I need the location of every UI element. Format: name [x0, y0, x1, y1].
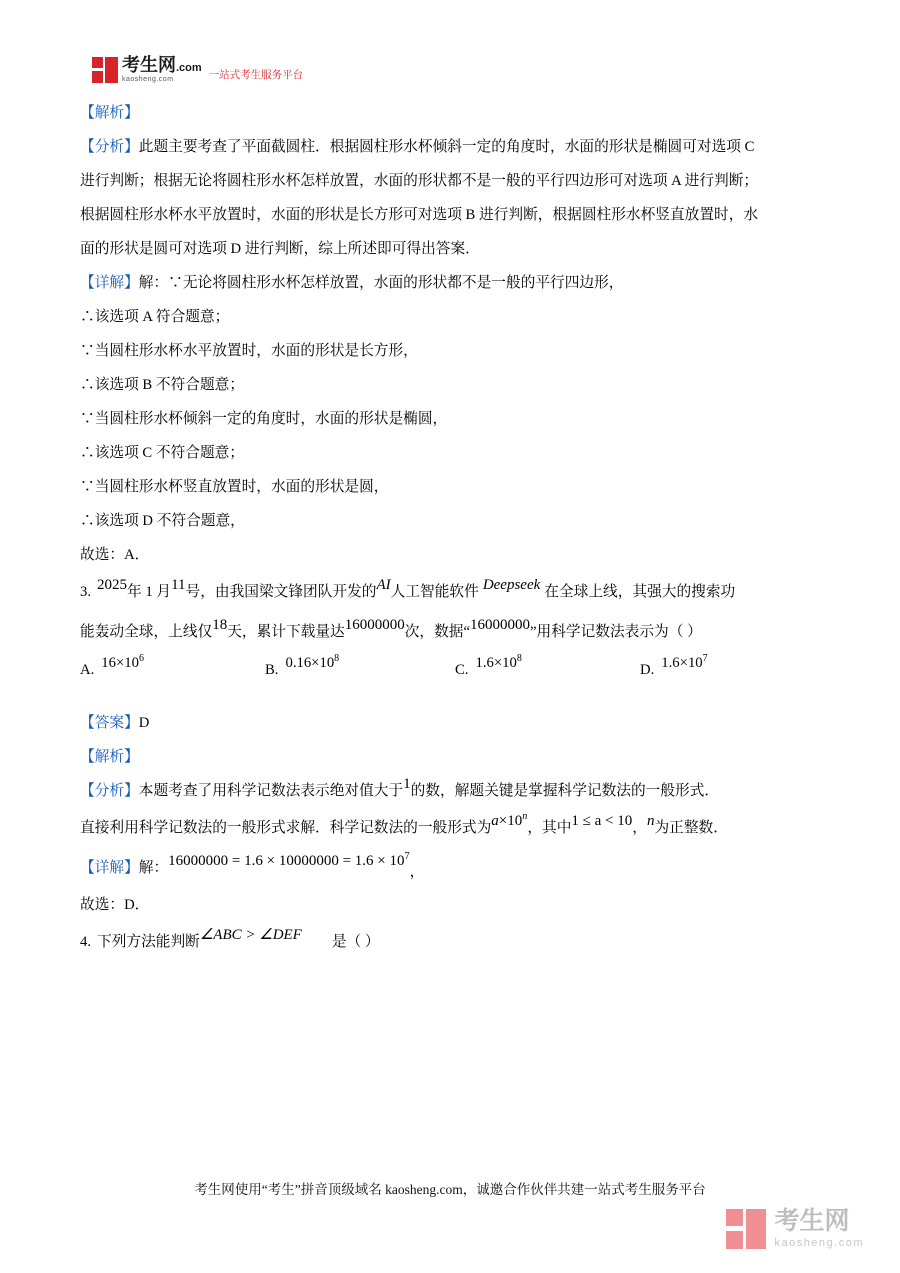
option-d-value: $1.6\times 10^7$ [661, 653, 708, 671]
xiangjie-line-6 [80, 436, 828, 470]
option-c-label: C. [455, 662, 469, 678]
xiangjie-2-a: 解： [138, 859, 169, 876]
option-b-value: $0.16\times 10^8$ [285, 653, 340, 671]
fenxi-2-l2-c: ， [632, 819, 647, 836]
logo-en-text: kaosheng.com [122, 76, 174, 83]
xiangjie-line-7 [80, 470, 828, 504]
logo-mark-icon [92, 57, 118, 83]
q3-ai: AI [376, 576, 391, 593]
xiangjie-2-l2: 故选：D． [80, 896, 150, 913]
xiangjie-1-line5: ∵当圆柱形水杯倾斜一定的角度时，水面的形状是椭圆， [80, 410, 448, 427]
q3-day: 11 [171, 576, 186, 593]
formula-range: 1 ≤ a < 10 [571, 812, 633, 829]
question-3-line-2 [80, 612, 828, 652]
xiangjie-1-line7: ∵当圆柱形水杯竖直放置时，水面的形状是圆， [80, 478, 389, 495]
option-a-label: A. [80, 662, 95, 678]
xiangjie-tag-2: 【详解】 [80, 859, 139, 876]
logo-slogan: 一站式考生服务平台 [208, 69, 304, 81]
fenxi-1-line1: 此题主要考查了平面截圆柱．根据圆柱形水杯倾斜一定的角度时，水面的形状是椭圆可对选项 C [138, 138, 755, 155]
daan-value: D [138, 714, 150, 731]
q4-text-b: 是（ ） [331, 933, 380, 950]
xiangjie-2-line-1 [80, 848, 828, 888]
fenxi-line-2 [80, 164, 828, 198]
jiexi-tag-1: 【解析】 [80, 104, 139, 121]
q4-formula: ∠ABC > ∠DEF [199, 926, 302, 943]
footer-watermark [726, 1209, 864, 1249]
logo-wordmark [122, 56, 202, 83]
question-3-options [80, 653, 828, 696]
q3-l2-count: 16000000 [344, 616, 405, 633]
logo-dotcom-text: .com [176, 62, 202, 74]
q4-text-a: 下列方法能判断 [97, 933, 200, 950]
option-b[interactable] [265, 653, 455, 678]
watermark-en-text: kaosheng.com [774, 1237, 864, 1249]
fenxi-line-3 [80, 198, 828, 232]
logo-cn-text: 考生网 [122, 55, 176, 75]
analysis-heading-1 [80, 96, 828, 130]
xiangjie-2-b: ， [409, 863, 425, 880]
fenxi-tag-1: 【分析】 [80, 138, 139, 155]
xiangjie-1-line2: ∴该选项 A 符合题意； [80, 308, 230, 325]
watermark-logo-icon [726, 1209, 766, 1249]
fenxi-line-1 [80, 130, 828, 164]
fenxi-line-4 [80, 232, 828, 266]
q3-text-b: 号，由我国梁文锋团队开发的 [185, 583, 377, 600]
option-d[interactable] [640, 653, 708, 678]
q3-text-c: 人工智能软件 [390, 583, 479, 600]
fenxi-tag-2: 【分析】 [80, 782, 139, 799]
xiangjie-1-line6: ∴该选项 C 不符合题意； [80, 444, 245, 461]
q3-text-d: 在全球上线，其强大的搜索功 [544, 583, 736, 600]
watermark-cn-text: 考生网 [774, 1207, 850, 1235]
fenxi-2-l2-b: ，其中 [527, 819, 572, 836]
question-4-line-1 [80, 922, 828, 962]
q3-l2-c: 天，累计下载量达 [227, 623, 345, 640]
xiangjie-line-9 [80, 538, 828, 572]
xiangjie-1-line1: 解：∵无论将圆柱形水杯怎样放置，水面的形状都不是一般的平行四边形， [138, 274, 624, 291]
q4-number: 4. [80, 933, 92, 950]
fenxi-1-line2: 进行判断；根据无论将圆柱形水杯怎样放置，水面的形状都不是一般的平行四边形可对选项 A 进行判断； [80, 172, 759, 189]
xiangjie-1-line9: 故选：A． [80, 546, 150, 563]
xiangjie-1-line4: ∴该选项 B 不符合题意； [80, 376, 245, 393]
q3-number: 3. [80, 583, 92, 600]
q3-year: 2025 [97, 576, 128, 593]
fenxi-2-l2-d: 为正整数． [654, 819, 728, 836]
q3-deepseek: Deepseek [482, 576, 541, 593]
option-a[interactable] [80, 653, 265, 678]
xiangjie-line-5 [80, 402, 828, 436]
xiangjie-1-line8: ∴该选项 D 不符合题意， [80, 512, 245, 529]
footer-note: 考生网使用“考生”拼音顶级域名 kaosheng.com，诚邀合作伙伴共建一站式考生服务平台 [194, 1182, 706, 1197]
daan-tag: 【答案】 [80, 714, 139, 731]
fenxi-2-l2-a: 直接利用科学记数法的一般形式求解．科学记数法的一般形式为 [80, 819, 492, 836]
formula-scientific-notation: $16000000 = 1.6 \times 10000000 = 1.6 \times 10^7$ [168, 850, 410, 869]
q3-l2-g: ”用科学记数法表示为（ ） [530, 623, 702, 640]
q3-text-a: 年 1 月 [127, 583, 172, 600]
formula-a-times-10-n: $a\times 10^n$ [491, 810, 528, 829]
xiangjie-2-line-2 [80, 888, 828, 922]
option-a-value: $16\times 10^6$ [101, 653, 144, 671]
fenxi-1-line3: 根据圆柱形水杯水平放置时，水面的形状是长方形可对选项 B 进行判断，根据圆柱形水杯竖直放置时，水 [80, 206, 759, 223]
q3-l2-a: 能轰动全球，上线仅 [80, 623, 213, 640]
q3-l2-days: 18 [212, 616, 228, 633]
fenxi-2-c: 的数，解题关键是掌握科学记数法的一般形式． [410, 782, 720, 799]
xiangjie-1-line3: ∵当圆柱形水杯水平放置时，水面的形状是长方形， [80, 342, 418, 359]
question-3-line-1 [80, 572, 828, 612]
fenxi-2-a: 本题考查了用科学记数法表示绝对值大于 [138, 782, 404, 799]
q3-l2-count2: 16000000 [470, 616, 530, 633]
site-logo [92, 56, 303, 83]
answer-line [80, 706, 828, 740]
option-c[interactable] [455, 653, 640, 678]
xiangjie-line-2 [80, 300, 828, 334]
xiangjie-line-4 [80, 368, 828, 402]
fenxi-2-line-1 [80, 774, 828, 808]
option-d-label: D. [640, 662, 655, 678]
q3-l2-e: 次，数据“ [404, 623, 470, 640]
xiangjie-line-1 [80, 266, 828, 300]
xiangjie-tag-1: 【详解】 [80, 274, 139, 291]
option-b-label: B. [265, 662, 279, 678]
jiexi-tag-2: 【解析】 [80, 748, 139, 765]
formula-n: n [646, 812, 655, 829]
analysis-heading-2 [80, 740, 828, 774]
fenxi-1-line4: 面的形状是圆可对选项 D 进行判断，综上所述即可得出答案． [80, 240, 480, 257]
document-content [80, 96, 828, 962]
xiangjie-line-3 [80, 334, 828, 368]
xiangjie-line-8 [80, 504, 828, 538]
fenxi-2-line-2 [80, 808, 828, 848]
option-c-value: $1.6\times 10^8$ [475, 653, 522, 671]
fenxi-2-one: 1 [403, 775, 411, 792]
